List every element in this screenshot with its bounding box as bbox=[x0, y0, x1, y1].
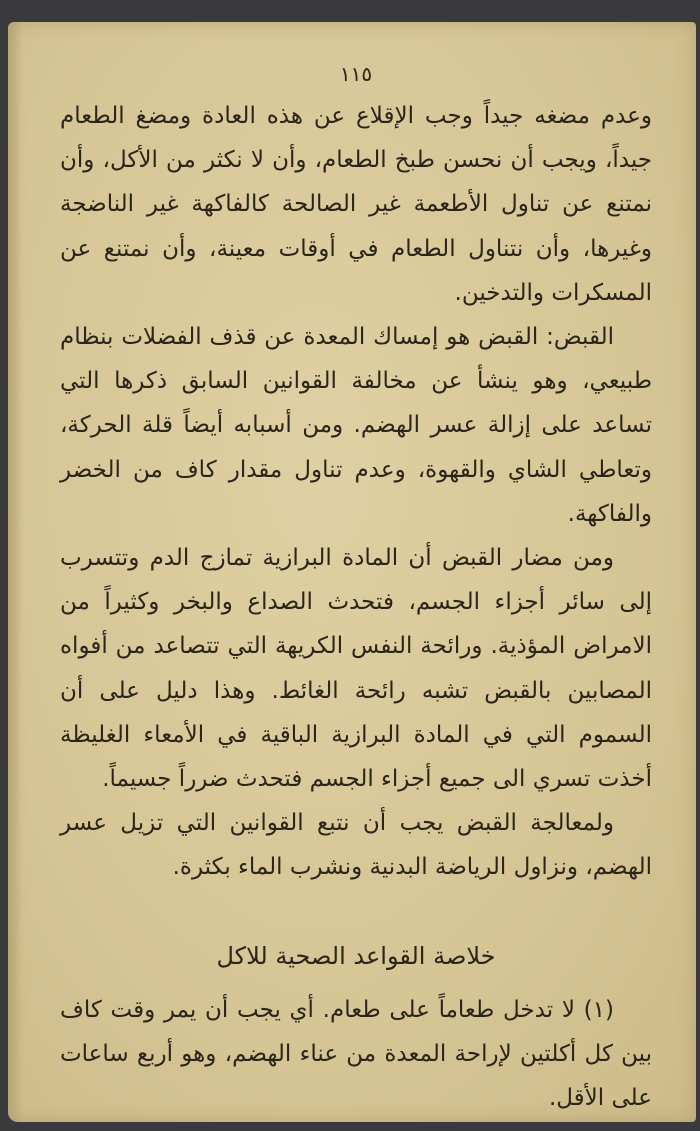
paragraph-eating-habits: وعدم مضغه جيداً وجب الإقلاع عن هذه العادة ومضغ الطعام جيداً، ويجب أن نحسن طبخ الطعام، وأن لا نكثر من الأكل، وأن نمتنع عن تناول الأطعمة غير الصالحة كالفاكهة غير الناضجة وغيرها، وأن نتناول الطعام في أوقات معينة، وأن نمتنع عن المسكرات والتدخين. bbox=[60, 103, 652, 306]
paragraph-constipation-definition: القبض: القبض هو إمساك المعدة عن قذف الفضلات بنظام طبيعي، وهو ينشأ عن مخالفة القوانين السابق ذكرها التي تساعد على إزالة عسر الهضم. ومن أسبابه أيضاً قلة الحركة، وتعاطي الشاي والقهوة، وعدم تناول مقدار كاف من الخضر والفاكهة. bbox=[60, 324, 652, 527]
page-number: ١١٥ bbox=[339, 62, 373, 86]
section-heading: خلاصة القواعد الصحية للاكل bbox=[216, 941, 496, 970]
page-content bbox=[60, 62, 652, 1120]
rule-item-1: (١) لا تدخل طعاماً على طعام. أي يجب أن يمر وقت كاف بين كل أكلتين لإراحة المعدة من عناء الهضم، وهو أربع ساعات على الأقل. bbox=[60, 996, 652, 1112]
page-spine-shadow bbox=[8, 22, 22, 1122]
paragraph-constipation-harms: ومن مضار القبض أن المادة البرازية تمازج الدم وتتسرب إلى سائر أجزاء الجسم، فتحدث الصداع والبخر وكثيراً من الامراض المؤذية. ورائحة النفس الكريهة التي تتصاعد من أفواه المصابين بالقبض تشبه رائحة الغائط. وهذا دليل على أن السموم التي في المادة البرازية الباقية في الأمعاء الغليظة أخذت تسري الى جميع أجزاء الجسم فتحدث ضرراً جسيماً. bbox=[60, 545, 652, 793]
body-text bbox=[60, 94, 652, 890]
book-page bbox=[8, 22, 696, 1122]
rules-list bbox=[60, 988, 652, 1121]
paragraph-constipation-treatment: ولمعالجة القبض يجب أن نتبع القوانين التي تزيل عسر الهضم، ونزاول الرياضة البدنية ونشرب الماء بكثرة. bbox=[60, 810, 652, 881]
